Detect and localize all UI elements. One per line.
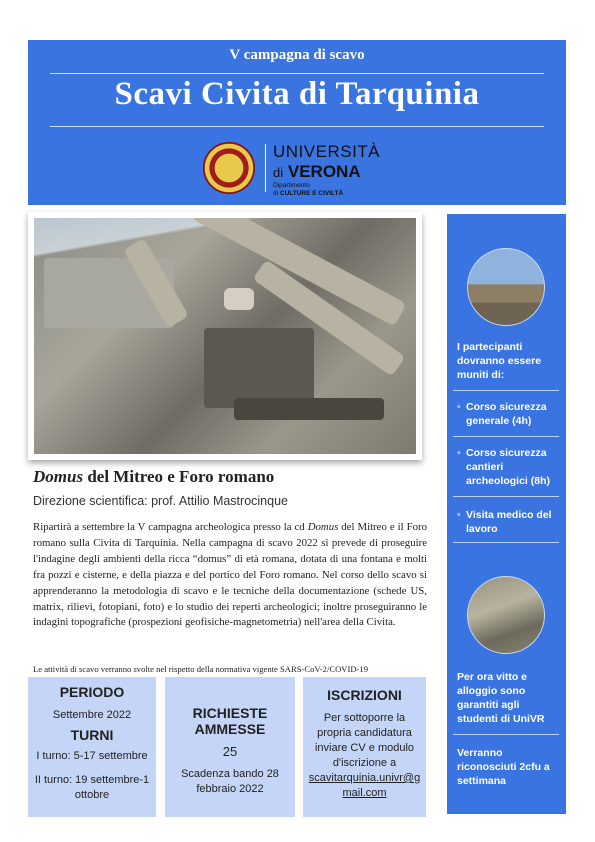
richieste-count: 25: [222, 744, 238, 759]
sidebar-divider: [453, 734, 559, 735]
scientific-direction: Direzione scientifica: prof. Attilio Mastrocinque: [33, 494, 288, 508]
periodo-title: PERIODO: [59, 684, 125, 700]
richieste-title: RICHIESTE AMMESSE: [192, 705, 268, 737]
periodo-box: [28, 677, 156, 817]
sidebar-divider: [453, 390, 559, 391]
heading-domus: Domus: [33, 467, 84, 486]
description-paragraph: [33, 520, 427, 631]
heading-rest: del Mitreo e Foro romano: [83, 467, 275, 486]
header-divider-bottom: [50, 126, 544, 127]
logo-verona: VERONA: [287, 162, 361, 181]
turno-1: I turno: 5-17 settembre: [36, 750, 148, 762]
logo-di: di: [273, 165, 284, 180]
header-divider-top: [50, 73, 544, 74]
logo-line-universita: UNIVERSITÀ: [273, 142, 381, 161]
page-title: Scavi Civita di Tarquinia: [114, 76, 480, 112]
logo-separator: [265, 144, 266, 192]
board-info: Per ora vitto e alloggio sono garantiti agli studenti di UniVR: [457, 671, 545, 725]
university-logo: [203, 142, 393, 200]
email-link[interactable]: [303, 771, 426, 801]
excavation-detail-photo: [467, 576, 545, 654]
header-banner: [28, 40, 566, 205]
email-address[interactable]: scavitarquinia.univr@gmail.com: [308, 772, 421, 799]
description-part-1: Ripartirà a settembre la V campagna archeologica presso la cd: [33, 521, 308, 533]
description-domus: Domus: [307, 521, 339, 533]
excavation-photo-frame: [28, 212, 422, 460]
requirements-intro: I partecipanti dovranno essere muniti di:: [457, 341, 542, 381]
credits-info: Verranno riconosciuti 2cfu a settimana: [457, 747, 550, 787]
logo-department-di: di: [273, 190, 279, 197]
turni-title: TURNI: [70, 727, 114, 743]
sidebar-divider: [453, 542, 559, 543]
campaign-subtitle: V campagna di scavo: [229, 47, 365, 63]
requirement-item: • Visita medico del lavoro: [457, 508, 557, 536]
logo-line-verona: [273, 162, 380, 182]
iscrizioni-text: Per sottoporre la propria candidatura inviare CV e modulo d'iscrizione a: [314, 712, 415, 769]
iscrizioni-box: [303, 677, 426, 817]
logo-department-name: [273, 190, 380, 198]
iscrizioni-title: ISCRIZIONI: [327, 687, 402, 703]
description-part-2: del Mitreo e il Foro romano sulla Civita di Tarquinia. Nella campagna di scavo 2022 si prevede di proseguire l'indagine degli ambienti della ricca “domus” di età romana, dotata di una fontana e molti fra pozzi e cisterne, e della piazza e del portico del Foro romano. Nel corso dello scavo si apprenderanno la metodologia di scavo e le tecniche della documentazione (schede US, matrix, rilievi, fotopiani, foto) e lo studio dei reperti archeologici; inoltre proseguiranno le indagini topografiche (prospezioni geofisiche-magnetometria) nell'area della Civita.: [33, 521, 428, 629]
covid-note: Le attività di scavo verranno svolte nel rispetto della normativa vigente SARS-CoV-2/COVID-19: [33, 664, 369, 674]
sidebar-divider: [453, 496, 559, 497]
richieste-box: [165, 677, 295, 817]
sidebar-divider: [453, 436, 559, 437]
logo-department: Dipartimento: [273, 182, 310, 189]
requirement-item: • Corso sicurezza cantieri archeologici (8h): [457, 446, 557, 488]
turno-2: II turno: 19 settembre-1 ottobre: [34, 774, 150, 801]
university-seal-icon: [203, 142, 255, 194]
site-overview-photo: [467, 248, 545, 326]
logo-text: [273, 142, 380, 198]
periodo-value: Settembre 2022: [52, 709, 132, 721]
logo-department-title: CULTURE E CIVILTÀ: [279, 190, 344, 197]
richieste-deadline: Scadenza bando 28 febbraio 2022: [181, 768, 279, 795]
sidebar: [447, 214, 566, 814]
excavation-photo: [34, 218, 416, 454]
section-heading: [33, 467, 274, 487]
requirement-item: • Corso sicurezza generale (4h): [457, 400, 557, 428]
